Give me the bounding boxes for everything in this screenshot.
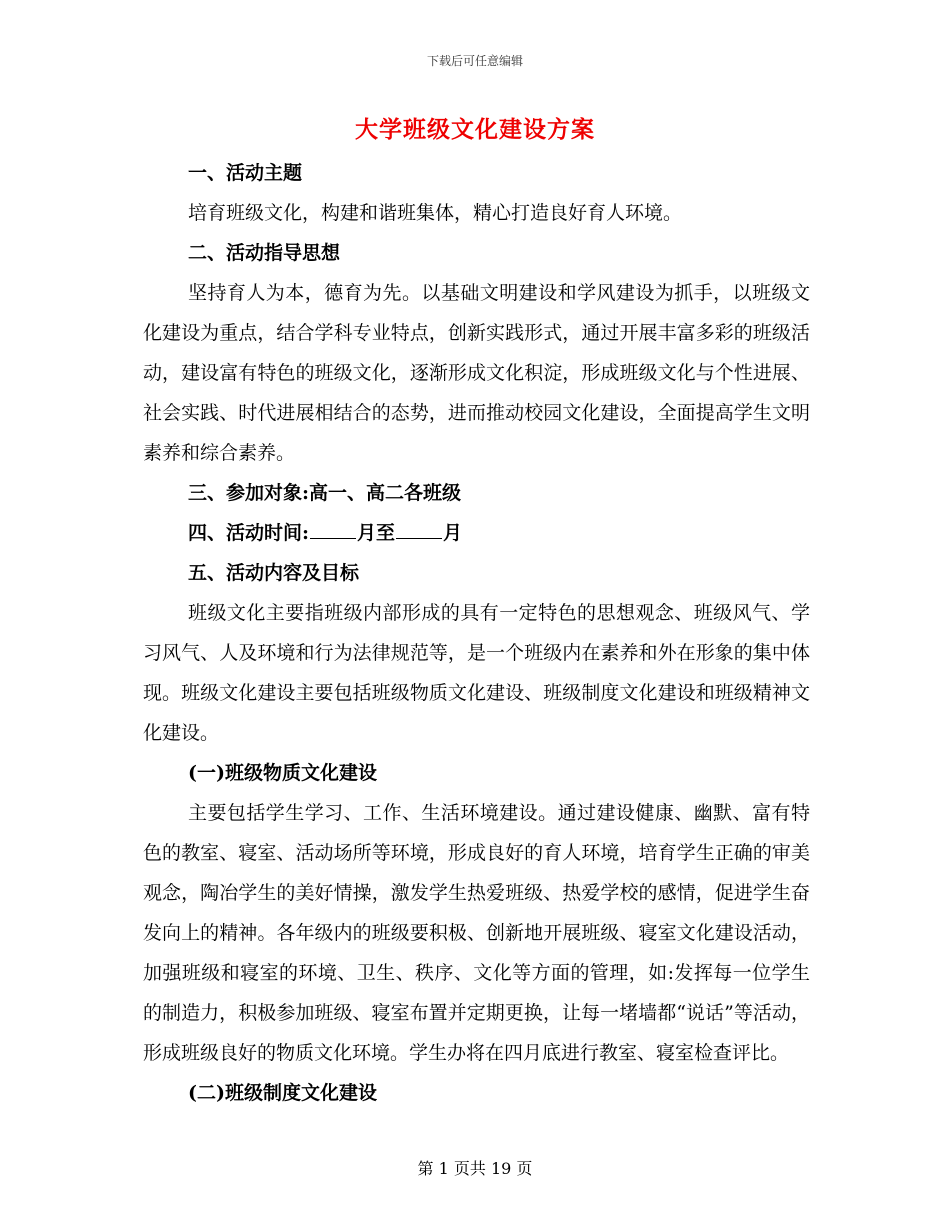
subsection-2-heading: (二)班级制度文化建设: [188, 1082, 377, 1104]
month-start-blank: [310, 516, 356, 539]
document-body: [143, 153, 810, 1113]
document-title: 大学班级文化建设方案: [355, 116, 595, 143]
header-note: 下载后可任意编辑: [426, 54, 523, 68]
page-footer: 第 1 页共 19 页: [417, 1159, 533, 1178]
month-suffix: 月: [443, 522, 463, 544]
section-2-heading: 二、活动指导思想: [188, 242, 341, 264]
section-1-text: 培育班级文化，构建和谐班集体，精心打造良好育人环境。: [188, 202, 683, 224]
activity-time-label: 四、活动时间:: [188, 522, 310, 544]
section-5-text: 班级文化主要指班级内部形成的具有一定特色的思想观念、班级风气、学习风气、人及环境和行为法律规范等，是一个班级内在素养和外在形象的集中体现。班级文化建设主要包括班级物质文化建设、班级制度文化建设和班级精神文化建设。: [143, 602, 810, 744]
section-5-heading: 五、活动内容及目标: [188, 562, 360, 584]
month-end-blank: [396, 516, 442, 539]
subsection-1-text: 主要包括学生学习、工作、生活环境建设。通过建设健康、幽默、富有特色的教室、寝室、活动场所等环境，形成良好的育人环境，培育学生正确的审美观念，陶冶学生的美好情操，激发学生热爱班级、热爱学校的感情，促进学生奋发向上的精神。各年级内的班级要积极、创新地开展班级、寝室文化建设活动，加强班级和寝室的环境、卫生、秩序、文化等方面的管理，如:发挥每一位学生的制造力，积极参加班级、寝室布置并定期更换，让每一堵墙都“说话”等活动，形成班级良好的物质文化环境。学生办将在四月底进行教室、寝室检查评比。: [143, 802, 810, 1064]
subsection-1-heading: (一)班级物质文化建设: [188, 762, 377, 784]
section-2-text: 坚持育人为本，德育为先。以基础文明建设和学风建设为抓手，以班级文化建设为重点，结合学科专业特点，创新实践形式，通过开展丰富多彩的班级活动，建设富有特色的班级文化，逐渐形成文化积淀，形成班级文化与个性进展、社会实践、时代进展相结合的态势，进而推动校园文化建设，全面提高学生文明素养和综合素养。: [143, 282, 810, 464]
section-1-heading: 一、活动主题: [188, 162, 303, 184]
month-separator: 月至: [357, 522, 396, 544]
section-4-heading: [143, 513, 810, 553]
section-3-heading: 三、参加对象:高一、高二各班级: [188, 482, 462, 504]
